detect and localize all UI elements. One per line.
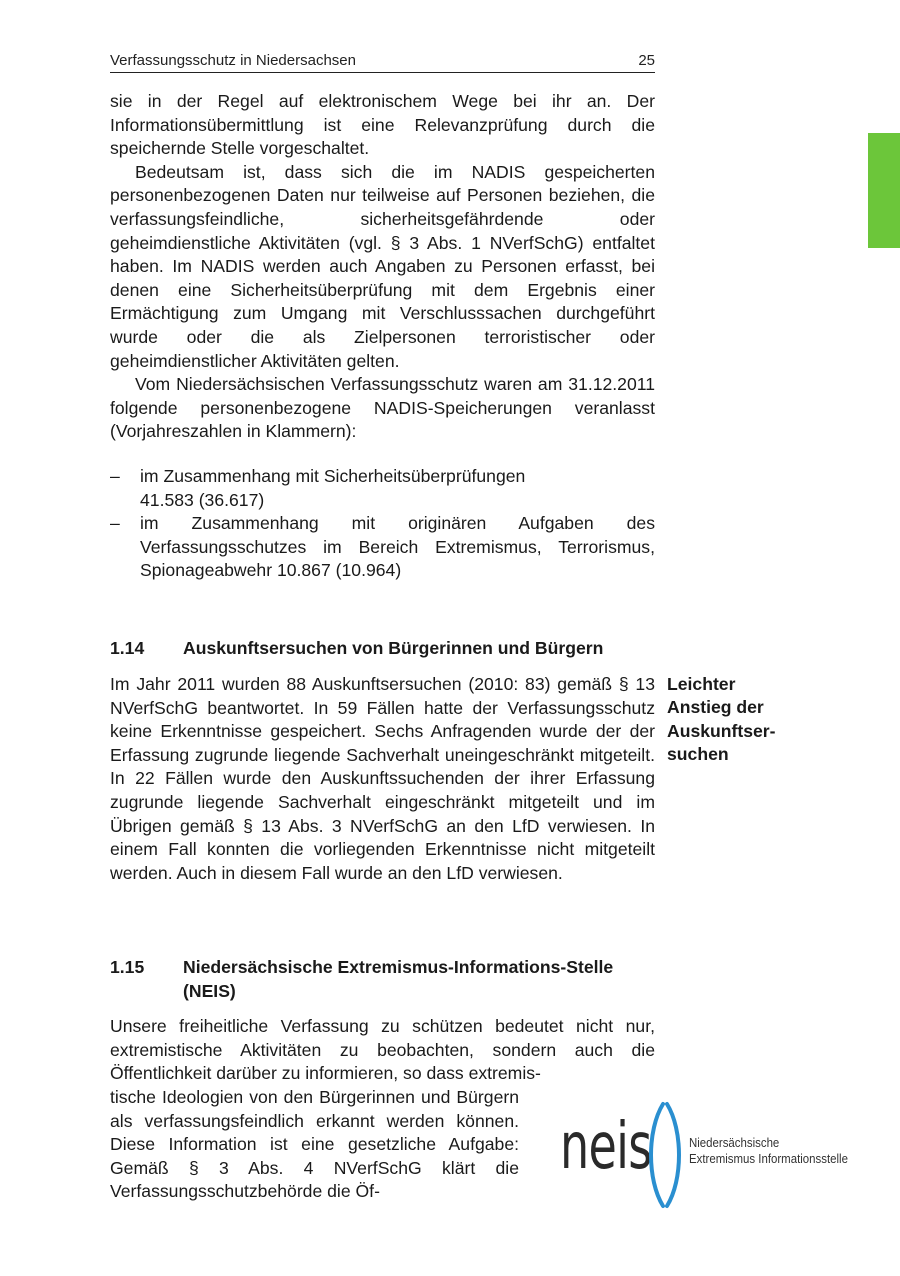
running-header <box>110 52 655 73</box>
section-title-line-1: Niedersächsische Extremismus-Informations-Stelle <box>183 957 614 977</box>
section-1-15-paragraph-start: Unsere freiheitliche Verfassung zu schützen bedeutet nicht nur, extremistische Aktivitäten zu beobachten, sondern auch die Öffentlichkeit darüber zu informieren, so dass extremis- <box>110 1016 655 1084</box>
margin-note-line: Anstieg der <box>667 697 764 718</box>
section-1-14-paragraph: Im Jahr 2011 wurden 88 Auskunftsersuchen (2010: 83) gemäß § 13 NVerfSchG beantwortet. In 59 Fällen hatte der Verfassungsschutz keine Erkenntnisse gespeichert. Sechs Anfragenden wurde der der Erfassung zugrunde liegende Sachverhalt uneingeschränkt mitgeteilt. In 22 Fällen wurde den Auskunftssuchenden der ihrer Erfassung zugrunde liegende Sachverhalt eingeschränkt mitgeteilt und im Übrigen gemäß § 13 Abs. 3 NVerfSchG an den LfD verwiesen. In einem Fall konnten die vorliegenden Erkenntnisse nicht mitgeteilt werden. Auch in diesem Fall wurde an den LfD verwiesen. <box>110 674 655 883</box>
intro-paragraph-3: Vom Niedersächsischen Verfassungsschutz waren am 31.12.2011 folgende personenbezogene NADIS-Speicherungen veranlasst (Vorjahreszahlen in Klammern): <box>110 374 655 442</box>
logo-subtitle-line-1: Niedersächsische <box>689 1135 780 1150</box>
list-dash: – <box>110 513 120 534</box>
margin-note-line: Leichter <box>667 674 736 694</box>
list-dash: – <box>110 466 120 486</box>
nadis-list <box>110 465 655 583</box>
section-heading-1-14 <box>110 637 670 661</box>
list-item-2-text: im Zusammenhang mit originären Aufgaben des Verfassungsschutzes im Bereich Extremismus, Terrorismus, Spionageabwehr 10.867 (10.964) <box>140 513 655 581</box>
section-1-15-body-full <box>110 1015 655 1086</box>
section-1-15-body-narrow <box>110 1086 519 1204</box>
section-1-15-paragraph-continued: tische Ideologien von den Bürgerinnen und Bürgern als verfassungsfeindlich erkannt werden können. Diese Information ist eine gesetzliche Aufgabe: Gemäß § 3 Abs. 4 NVerfSchG klärt die Verfassungsschutzbehörde die Öf- <box>110 1087 519 1202</box>
running-title: Verfassungsschutz in Niedersachsen <box>110 52 356 69</box>
section-1-14-body <box>110 673 655 885</box>
logo-subtitle-line-2: Extremismus Informationsstelle <box>689 1151 848 1166</box>
logo-bracket-icon <box>645 1100 695 1210</box>
section-title: Auskunftsersuchen von Bürgerinnen und Bürgern <box>183 638 604 658</box>
intro-paragraphs <box>110 90 655 444</box>
section-number: 1.14 <box>110 638 145 658</box>
list-item <box>110 512 655 583</box>
list-item-1-line-1: im Zusammenhang mit Sicherheitsüberprüfungen <box>140 466 526 486</box>
section-title-line-2: (NEIS) <box>183 980 236 1001</box>
margin-note-line: suchen <box>667 744 729 765</box>
intro-paragraph-2: Bedeutsam ist, dass sich die im NADIS gespeicherten personenbezogenen Daten nur teilweise auf Personen beziehen, die verfassungsfeindliche, sicherheitsgefährdende oder geheimdienstliche Aktivitäten (vgl. § 3 Abs. 1 NVerfSchG) entfaltet haben. Im NADIS werden auch Angaben zu Personen erfasst, bei denen eine Sicherheitsüberprüfung mit dem Ergebnis einer Ermächtigung zum Umgang mit Verschlusssachen durchgeführt wurde oder die als Zielpersonen terroristischer oder geheimdienstlicher Aktivitäten gelten. <box>110 161 655 371</box>
neis-logo <box>555 1100 865 1210</box>
list-item-1-line-2: 41.583 (36.617) <box>140 489 265 510</box>
logo-wordmark: neis <box>560 1110 652 1184</box>
logo-subtitle <box>689 1135 848 1167</box>
margin-note-line: Auskunftser- <box>667 720 776 741</box>
section-number: 1.15 <box>110 957 145 977</box>
list-item <box>110 465 655 512</box>
intro-paragraph-1: sie in der Regel auf elektronischem Wege bei ihr an. Der Informationsübermittlung ist eine Relevanzprüfung durch die speichernde Stelle vorgeschaltet. <box>110 91 655 159</box>
page-number: 25 <box>638 52 655 69</box>
margin-note <box>667 673 807 767</box>
chapter-tab-marker <box>868 133 900 248</box>
section-heading-1-15 <box>110 956 670 1003</box>
